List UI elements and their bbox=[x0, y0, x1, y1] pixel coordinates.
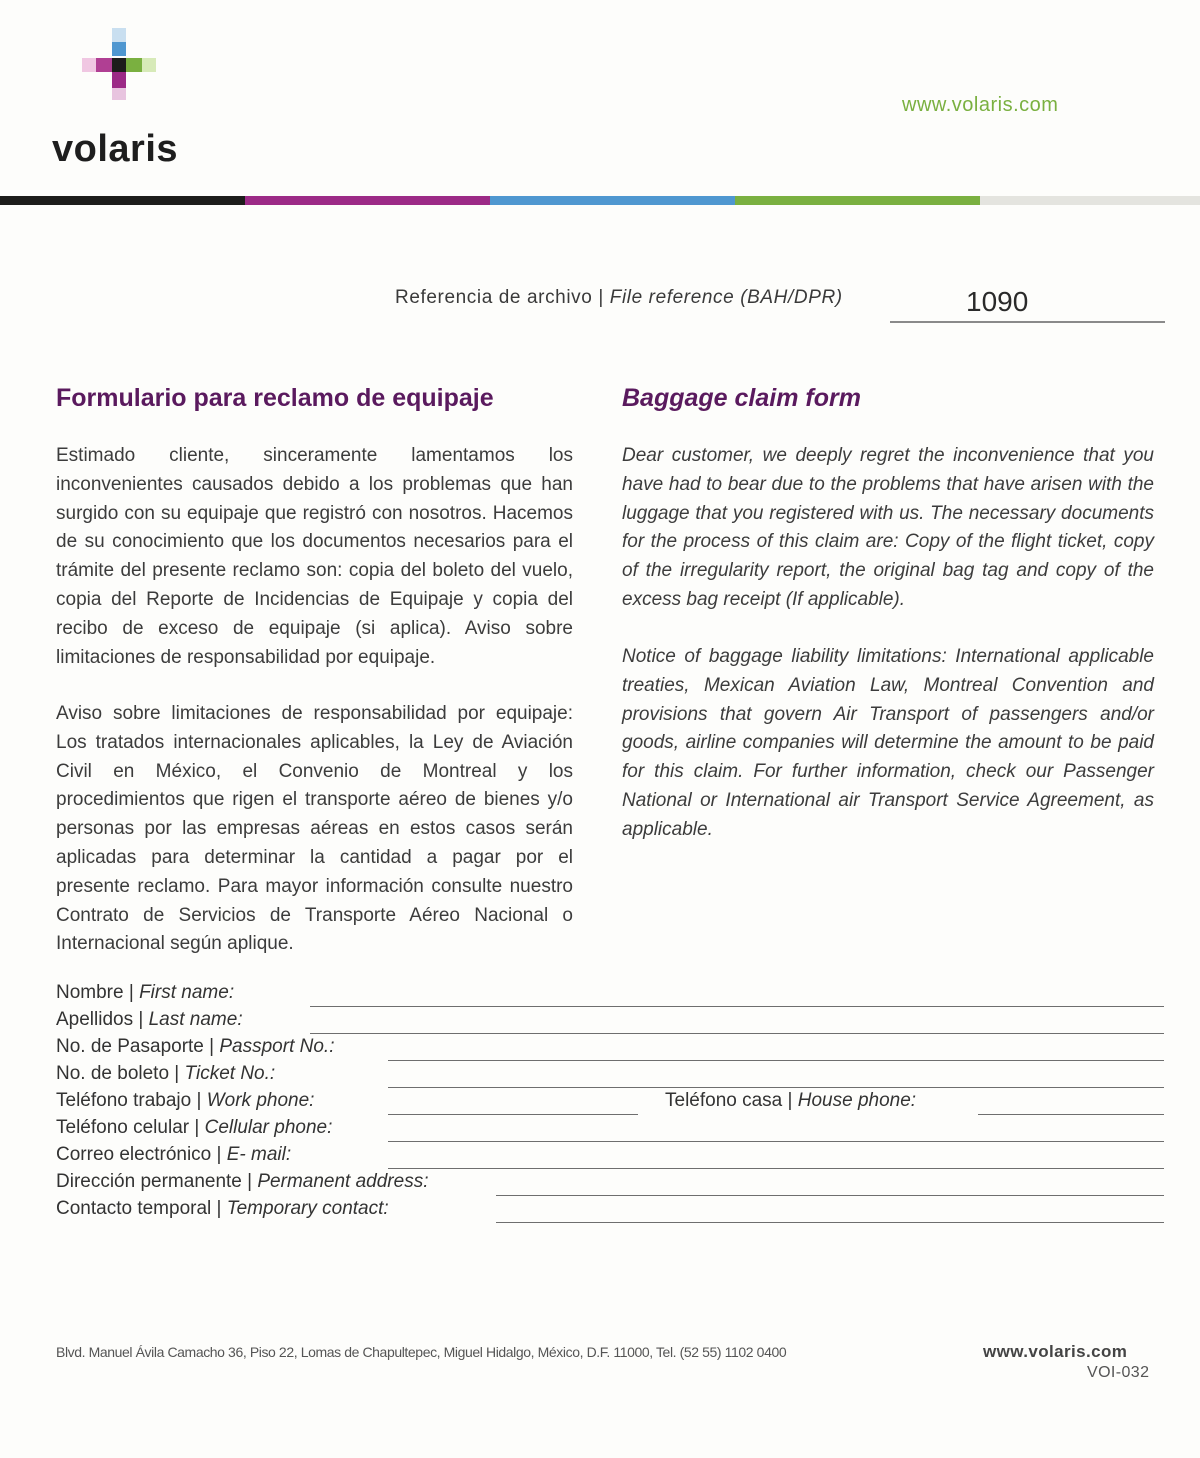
title-spanish: Formulario para reclamo de equipaje bbox=[56, 384, 494, 412]
label-en: Passport No.: bbox=[219, 1036, 335, 1057]
label-en: First name: bbox=[139, 982, 235, 1003]
footer-address: Blvd. Manuel Ávila Camacho 36, Piso 22, Lomas de Chapultepec, Miguel Hidalgo, México, D.F. 11000, Tel. (52 55) 1102 0400 bbox=[56, 1344, 787, 1360]
brand-name: volaris bbox=[52, 128, 179, 170]
website-link-bottom[interactable]: www.volaris.com bbox=[983, 1342, 1128, 1361]
label-es: Dirección permanente bbox=[56, 1171, 242, 1192]
file-reference-label bbox=[395, 287, 843, 309]
separator: | bbox=[598, 287, 604, 308]
email-field[interactable] bbox=[388, 1168, 1164, 1169]
field-label-temporary-contact: Contacto temporal | Temporary contact: bbox=[56, 1198, 389, 1219]
strip-segment bbox=[490, 196, 735, 205]
strip-segment bbox=[980, 196, 1200, 205]
liability-paragraph-en: Notice of baggage liability limitations: International applicable treaties, Mexican Aviation Law, Montreal Convention and provisions that govern Air Transport of passengers and/or goods, airline companies will determine the amount to be paid for this claim. For further information, check our Passenger National or International air Transport Service Agreement, as applicable. bbox=[622, 646, 1154, 840]
strip-segment bbox=[735, 196, 980, 205]
label-es: Teléfono celular bbox=[56, 1117, 190, 1138]
label-es: No. de Pasaporte bbox=[56, 1036, 204, 1057]
first-name-field[interactable] bbox=[310, 1006, 1164, 1007]
file-reference-value[interactable]: 1090 bbox=[966, 286, 1029, 317]
label-es: Teléfono trabajo bbox=[56, 1090, 192, 1111]
ticket-field[interactable] bbox=[388, 1087, 1164, 1088]
label-en: Permanent address: bbox=[257, 1171, 429, 1192]
temporary-contact-field[interactable] bbox=[496, 1222, 1164, 1223]
volaris-logo-icon bbox=[82, 28, 158, 104]
label-en: Last name: bbox=[148, 1009, 243, 1030]
field-label-cellular-phone: Teléfono celular | Cellular phone: bbox=[56, 1117, 333, 1138]
label-es: No. de boleto bbox=[56, 1063, 170, 1084]
house-phone-field[interactable] bbox=[978, 1114, 1164, 1115]
field-label-ticket: No. de boleto | Ticket No.: bbox=[56, 1063, 276, 1084]
label-en: Ticket No.: bbox=[184, 1063, 276, 1084]
work-phone-field[interactable] bbox=[388, 1114, 638, 1115]
field-label-first-name: Nombre | First name: bbox=[56, 982, 235, 1003]
liability-paragraph-es: Aviso sobre limitaciones de responsabilidad por equipaje: Los tratados internacionales aplicables, la Ley de Aviación Civil en México, el Convenio de Montreal y los procedimientos que rigen el transporte aéreo de bienes y/o personas por las empresas aéreas en estos casos serán aplicadas para determinar la cantidad a pagar por el presente reclamo. Para mayor información consulte nuestro Contrato de Servicios de Transporte Aéreo Nacional o Internacional según aplique. bbox=[56, 703, 573, 955]
file-reference-label-es: Referencia de archivo bbox=[395, 287, 593, 308]
title-english: Baggage claim form bbox=[622, 384, 861, 412]
field-label-last-name: Apellidos | Last name: bbox=[56, 1009, 243, 1030]
file-reference-underline bbox=[890, 321, 1165, 323]
intro-paragraph-es: Estimado cliente, sinceramente lamentamos los inconvenientes causados debido a los problemas que han surgido con su equipaje que registró con nosotros. Hacemos de su conocimiento que los documentos necesarios para el trámite del presente reclamo son: copia del boleto del vuelo, copia del Reporte de Incidencias de Equipaje y copia del recibo de exceso de equipaje (si aplica). Aviso sobre limitaciones de responsabilidad por equipaje. bbox=[56, 445, 573, 668]
field-label-house-phone: Teléfono casa | House phone: bbox=[665, 1090, 917, 1111]
permanent-address-field[interactable] bbox=[496, 1195, 1164, 1196]
website-link-top[interactable]: www.volaris.com bbox=[902, 94, 1059, 116]
label-es: Teléfono casa bbox=[665, 1090, 783, 1111]
last-name-field[interactable] bbox=[310, 1033, 1164, 1034]
label-en: Work phone: bbox=[206, 1090, 315, 1111]
label-en: Temporary contact: bbox=[226, 1198, 389, 1219]
cellular-phone-field[interactable] bbox=[388, 1141, 1164, 1142]
passport-field[interactable] bbox=[388, 1060, 1164, 1061]
label-es: Contacto temporal bbox=[56, 1198, 212, 1219]
label-en: House phone: bbox=[797, 1090, 917, 1111]
form-code: VOI-032 bbox=[1087, 1364, 1150, 1381]
label-es: Apellidos bbox=[56, 1009, 134, 1030]
field-label-work-phone: Teléfono trabajo | Work phone: bbox=[56, 1090, 315, 1111]
field-label-passport: No. de Pasaporte | Passport No.: bbox=[56, 1036, 335, 1057]
brand-color-strip bbox=[0, 196, 1200, 205]
intro-paragraph-en: Dear customer, we deeply regret the inconvenience that you have had to bear due to the problems that have arisen with the luggage that you registered with us. The necessary documents for the process of this claim are: Copy of the flight ticket, copy of the irregularity report, the original bag tag and copy of the excess bag receipt (If applicable). bbox=[622, 445, 1154, 610]
field-label-email: Correo electrónico | E- mail: bbox=[56, 1144, 292, 1165]
field-label-permanent-address: Dirección permanente | Permanent address: bbox=[56, 1171, 429, 1192]
label-es: Correo electrónico bbox=[56, 1144, 212, 1165]
file-reference-label-en: File reference (BAH/DPR) bbox=[609, 287, 843, 308]
strip-segment bbox=[0, 196, 245, 205]
strip-segment bbox=[245, 196, 490, 205]
label-en: Cellular phone: bbox=[204, 1117, 333, 1138]
label-en: E- mail: bbox=[226, 1144, 292, 1165]
label-es: Nombre bbox=[56, 982, 124, 1003]
